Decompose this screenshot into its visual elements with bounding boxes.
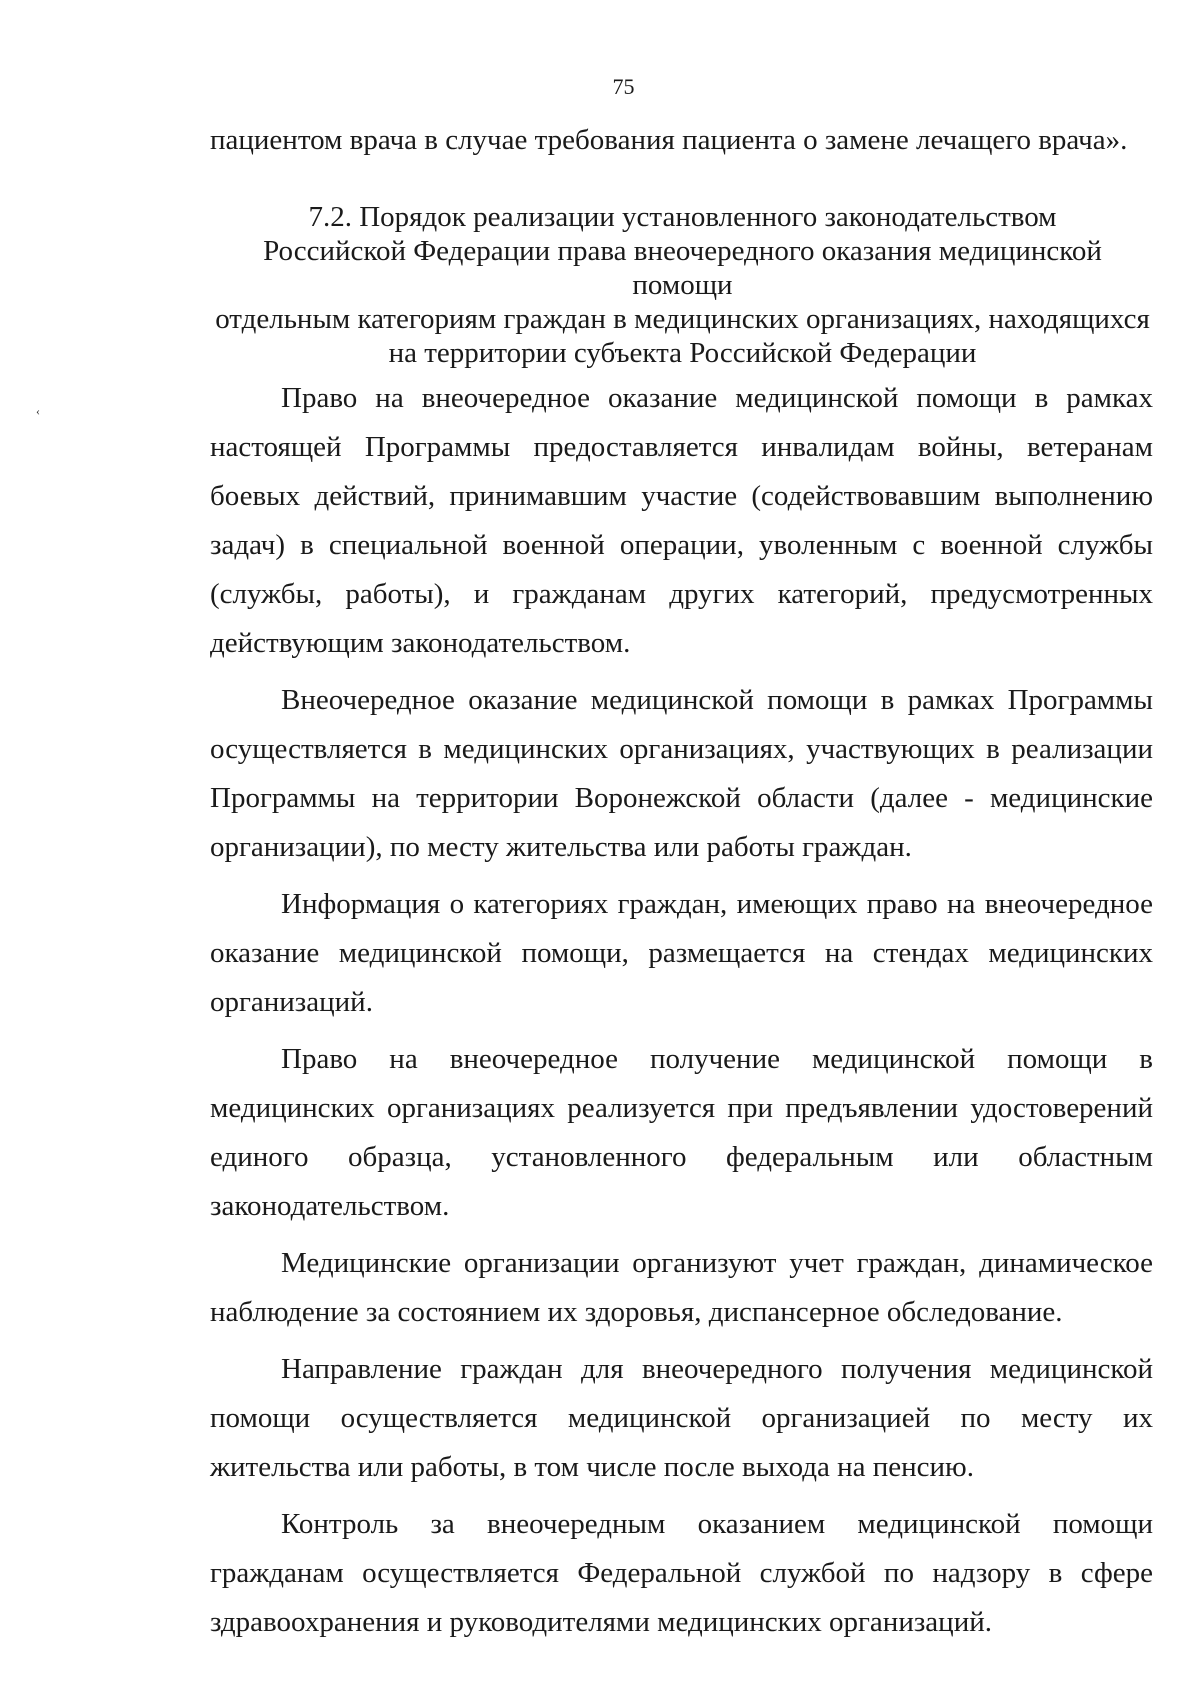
page-number: 75	[612, 74, 635, 99]
scan-artifact: ‹	[36, 404, 40, 418]
paragraph: Контроль за внеочередным оказанием медицинской помощи гражданам осуществляется Федеральной службой по надзору в сфере здравоохранения и руководителями медицинских организаций.	[210, 1508, 1153, 1638]
body-text	[210, 374, 1153, 1655]
continuation-line: пациентом врача в случае требования пациента о замене лечащего врача».	[210, 124, 1128, 156]
heading-line: 7.2. Порядок реализации установленного законодательством	[308, 201, 1057, 233]
heading-line: Российской Федерации права внеочередного оказания медицинской помощи	[263, 235, 1102, 301]
heading-line: отдельным категориям граждан в медицинских организациях, находящихся	[215, 303, 1150, 335]
paragraph: Информация о категориях граждан, имеющих право на внеочередное оказание медицинской помощи, размещается на стендах медицинских организаций.	[210, 888, 1153, 1018]
paragraph: Внеочередное оказание медицинской помощи в рамках Программы осуществляется в медицинских организациях, участвующих в реализации Программы на территории Воронежской области (далее - медицинские организации), по месту жительства или работы граждан.	[210, 684, 1153, 863]
section-heading	[210, 200, 1155, 370]
paragraph: Направление граждан для внеочередного получения медицинской помощи осуществляется медицинской организацией по месту их жительства или работы, в том числе после выхода на пенсию.	[210, 1353, 1153, 1483]
paragraph: Право на внеочередное оказание медицинской помощи в рамках настоящей Программы предоставляется инвалидам войны, ветеранам боевых действий, принимавшим участие (содействовавшим выполнению задач) в специальной военной операции, уволенным с военной службы (службы, работы), и гражданам других категорий, предусмотренных действующим законодательством.	[210, 382, 1153, 659]
paragraph: Медицинские организации организуют учет граждан, динамическое наблюдение за состоянием их здоровья, диспансерное обследование.	[210, 1247, 1153, 1328]
paragraph: Право на внеочередное получение медицинской помощи в медицинских организациях реализуется при предъявлении удостоверений единого образца, установленного федеральным или областным законодательством.	[210, 1043, 1153, 1222]
heading-line: на территории субъекта Российской Федерации	[388, 337, 977, 369]
